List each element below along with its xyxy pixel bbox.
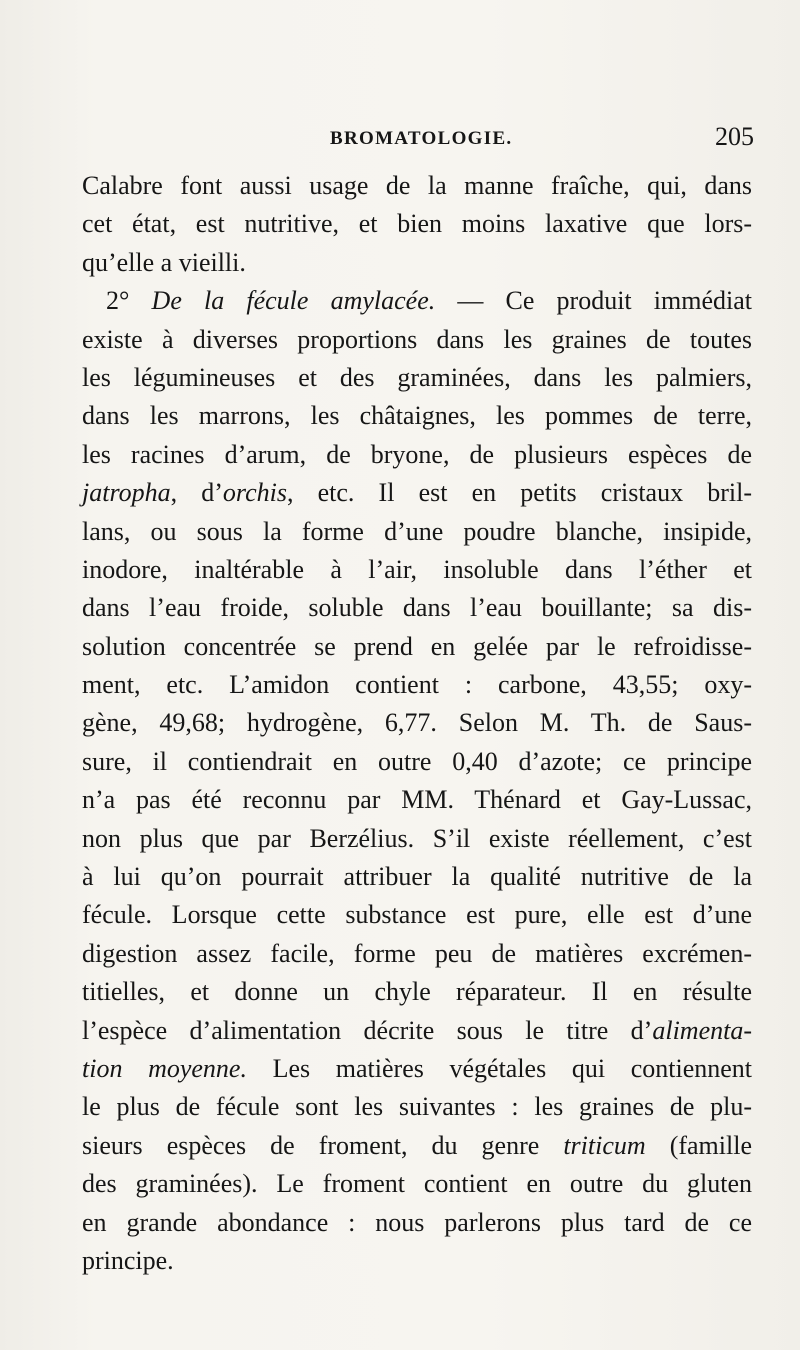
text-line (82, 359, 752, 397)
running-head: BROMATOLOGIE. (330, 128, 513, 149)
body-text (82, 167, 752, 1280)
text-run: Les matières végétales qui contiennent (246, 1053, 752, 1083)
text-line (82, 282, 752, 320)
text-line (82, 513, 752, 551)
text-run: titielles, et donne un chyle réparateur. Il en résulte (82, 977, 752, 1007)
text-line (82, 589, 752, 627)
text-line (82, 781, 752, 819)
text-line (82, 935, 752, 973)
text-run: existe à diverses proportions dans les graines de toutes (82, 324, 752, 354)
text-line (82, 321, 752, 359)
text-run: (famille (645, 1130, 752, 1160)
text-run: les racines d’arum, de bryone, de plusieurs espèces de (82, 439, 752, 469)
text-run: solution concentrée se prend en gelée par le refroidisse- (82, 631, 752, 661)
text-run: fécule. Lorsque cette substance est pure, elle est d’une (82, 900, 752, 930)
italic-text: jatropha (82, 478, 171, 508)
text-run: — Ce produit immédiat (435, 286, 752, 316)
text-run: ment, etc. L’amidon contient : carbone, 43,55; oxy- (82, 670, 752, 700)
italic-text: tion moyenne. (82, 1053, 247, 1083)
text-run: sieurs espèces de froment, du genre (82, 1130, 564, 1160)
text-run: sure, il contiendrait en outre 0,40 d’azote; ce principe (82, 746, 752, 776)
text-line (82, 628, 752, 666)
text-run: 2° (106, 286, 152, 316)
text-run: les légumineuses et des graminées, dans les palmiers, (82, 362, 752, 392)
text-run: qu’elle a vieilli. (82, 247, 246, 277)
text-run: l’espèce d’alimentation décrite sous le titre d’ (82, 1015, 653, 1045)
italic-text: De la fécule amylacée. (151, 286, 436, 316)
text-run: des graminées). Le froment contient en outre du gluten (82, 1169, 752, 1199)
italic-text: alimenta- (652, 1015, 752, 1045)
text-line (82, 1204, 752, 1242)
text-run: digestion assez facile, forme peu de matières excrémen- (82, 938, 752, 968)
text-run: dans les marrons, les châtaignes, les pommes de terre, (82, 401, 752, 431)
text-run: , d’ (170, 478, 223, 508)
text-run: dans l’eau froide, soluble dans l’eau bouillante; sa dis- (82, 593, 752, 623)
text-run: , etc. Il est en petits cristaux bril- (286, 478, 752, 508)
text-line (82, 858, 752, 896)
text-run: en grande abondance : nous parlerons plus tard de ce (82, 1207, 752, 1237)
text-line (82, 1050, 752, 1088)
text-run: cet état, est nutritive, et bien moins laxative que lors- (82, 209, 752, 239)
text-run: principe. (82, 1245, 174, 1275)
text-run: gène, 49,68; hydrogène, 6,77. Selon M. Th. de Saus- (82, 708, 752, 738)
text-line (82, 1242, 752, 1280)
text-line (82, 743, 752, 781)
text-run: non plus que par Berzélius. S’il existe réellement, c’est (82, 823, 752, 853)
text-line (82, 397, 752, 435)
text-run: le plus de fécule sont les suivantes : les graines de plu- (82, 1092, 752, 1122)
text-line (82, 704, 752, 742)
text-line (82, 1012, 752, 1050)
text-line (82, 1088, 752, 1126)
text-line (82, 973, 752, 1011)
italic-text: orchis (222, 478, 287, 508)
text-run: n’a pas été reconnu par MM. Thénard et Gay-Lussac, (82, 785, 752, 815)
text-line (82, 551, 752, 589)
text-line (82, 436, 752, 474)
text-run: Calabre font aussi usage de la manne fraîche, qui, dans (82, 171, 752, 200)
text-line (82, 1165, 752, 1203)
text-run: inodore, inaltérable à l’air, insoluble dans l’éther et (82, 554, 752, 584)
page-number: 205 (715, 122, 754, 151)
italic-text: triticum (563, 1130, 646, 1160)
text-line (82, 1127, 752, 1165)
page-header (78, 122, 754, 162)
text-line (82, 205, 752, 243)
text-run: à lui qu’on pourrait attribuer la qualité nutritive de la (82, 862, 752, 892)
text-line (82, 666, 752, 704)
text-line (82, 167, 752, 205)
text-run: lans, ou sous la forme d’une poudre blanche, insipide, (82, 516, 752, 546)
text-line (82, 244, 752, 282)
text-line (82, 820, 752, 858)
text-line (82, 896, 752, 934)
text-line (82, 474, 752, 512)
